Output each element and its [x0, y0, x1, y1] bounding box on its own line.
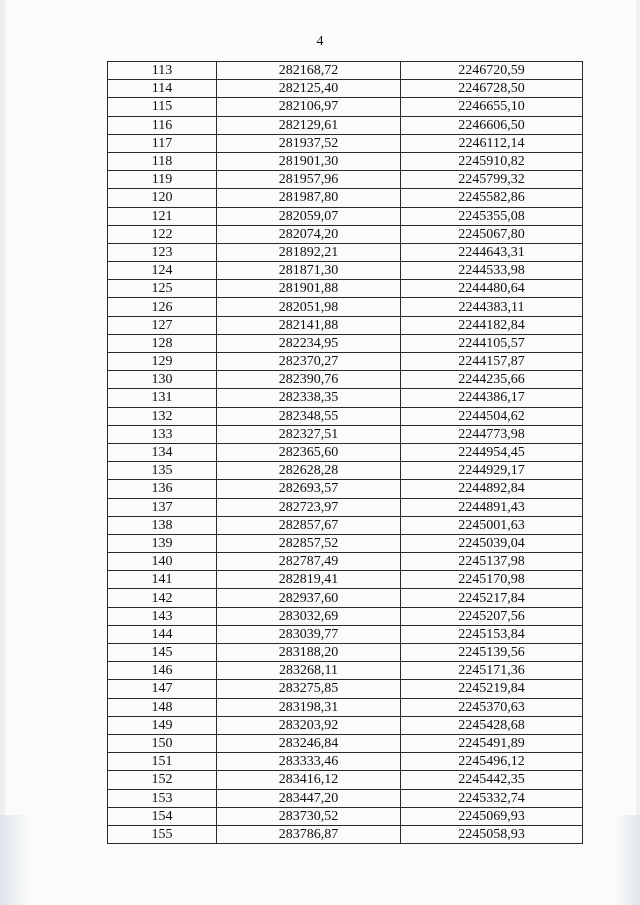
y-coordinate-cell: 2245139,56 [401, 644, 583, 662]
table-row [108, 389, 583, 407]
table-row [108, 553, 583, 571]
table-row [108, 789, 583, 807]
table-row [108, 571, 583, 589]
table-row [108, 662, 583, 680]
x-coordinate-cell: 283246,84 [217, 734, 401, 752]
y-coordinate-cell: 2244157,87 [401, 353, 583, 371]
table-row [108, 371, 583, 389]
x-coordinate-cell: 283275,85 [217, 680, 401, 698]
x-coordinate-cell: 282390,76 [217, 371, 401, 389]
table-row [108, 644, 583, 662]
y-coordinate-cell: 2245170,98 [401, 571, 583, 589]
point-number-cell: 117 [108, 134, 217, 152]
table-row [108, 207, 583, 225]
table-row [108, 589, 583, 607]
coordinates-table-body [108, 62, 583, 844]
point-number-cell: 127 [108, 316, 217, 334]
x-coordinate-cell: 282365,60 [217, 443, 401, 461]
scan-shadow-right [616, 815, 640, 905]
point-number-cell: 137 [108, 498, 217, 516]
x-coordinate-cell: 283032,69 [217, 607, 401, 625]
y-coordinate-cell: 2245370,63 [401, 698, 583, 716]
y-coordinate-cell: 2245171,36 [401, 662, 583, 680]
y-coordinate-cell: 2245910,82 [401, 152, 583, 170]
x-coordinate-cell: 283198,31 [217, 698, 401, 716]
table-row [108, 516, 583, 534]
x-coordinate-cell: 282370,27 [217, 353, 401, 371]
point-number-cell: 151 [108, 753, 217, 771]
table-row [108, 698, 583, 716]
point-number-cell: 149 [108, 716, 217, 734]
table-row [108, 771, 583, 789]
point-number-cell: 152 [108, 771, 217, 789]
x-coordinate-cell: 282628,28 [217, 462, 401, 480]
x-coordinate-cell: 282129,61 [217, 116, 401, 134]
x-coordinate-cell: 282168,72 [217, 62, 401, 80]
table-row [108, 498, 583, 516]
y-coordinate-cell: 2244105,57 [401, 334, 583, 352]
x-coordinate-cell: 283188,20 [217, 644, 401, 662]
table-row [108, 680, 583, 698]
table-row [108, 625, 583, 643]
scan-left-edge [0, 0, 5, 905]
y-coordinate-cell: 2245428,68 [401, 716, 583, 734]
point-number-cell: 121 [108, 207, 217, 225]
y-coordinate-cell: 2246606,50 [401, 116, 583, 134]
table-row [108, 152, 583, 170]
y-coordinate-cell: 2246720,59 [401, 62, 583, 80]
x-coordinate-cell: 282693,57 [217, 480, 401, 498]
y-coordinate-cell: 2245058,93 [401, 825, 583, 843]
y-coordinate-cell: 2244383,11 [401, 298, 583, 316]
point-number-cell: 150 [108, 734, 217, 752]
scan-right-edge [636, 0, 640, 905]
x-coordinate-cell: 282327,51 [217, 425, 401, 443]
table-row [108, 243, 583, 261]
y-coordinate-cell: 2244954,45 [401, 443, 583, 461]
table-row [108, 807, 583, 825]
x-coordinate-cell: 282787,49 [217, 553, 401, 571]
y-coordinate-cell: 2244182,84 [401, 316, 583, 334]
x-coordinate-cell: 281892,21 [217, 243, 401, 261]
y-coordinate-cell: 2245069,93 [401, 807, 583, 825]
point-number-cell: 130 [108, 371, 217, 389]
table-row [108, 225, 583, 243]
x-coordinate-cell: 282819,41 [217, 571, 401, 589]
point-number-cell: 126 [108, 298, 217, 316]
point-number-cell: 131 [108, 389, 217, 407]
table-row [108, 334, 583, 352]
x-coordinate-cell: 282937,60 [217, 589, 401, 607]
y-coordinate-cell: 2245219,84 [401, 680, 583, 698]
point-number-cell: 147 [108, 680, 217, 698]
table-row [108, 134, 583, 152]
point-number-cell: 114 [108, 80, 217, 98]
y-coordinate-cell: 2244891,43 [401, 498, 583, 516]
point-number-cell: 125 [108, 280, 217, 298]
table-row [108, 443, 583, 461]
point-number-cell: 155 [108, 825, 217, 843]
y-coordinate-cell: 2245217,84 [401, 589, 583, 607]
point-number-cell: 118 [108, 152, 217, 170]
y-coordinate-cell: 2244929,17 [401, 462, 583, 480]
y-coordinate-cell: 2244533,98 [401, 262, 583, 280]
y-coordinate-cell: 2245496,12 [401, 753, 583, 771]
point-number-cell: 128 [108, 334, 217, 352]
x-coordinate-cell: 282074,20 [217, 225, 401, 243]
x-coordinate-cell: 282106,97 [217, 98, 401, 116]
y-coordinate-cell: 2244773,98 [401, 425, 583, 443]
x-coordinate-cell: 283039,77 [217, 625, 401, 643]
x-coordinate-cell: 282857,52 [217, 534, 401, 552]
point-number-cell: 120 [108, 189, 217, 207]
x-coordinate-cell: 282723,97 [217, 498, 401, 516]
x-coordinate-cell: 283416,12 [217, 771, 401, 789]
point-number-cell: 146 [108, 662, 217, 680]
table-row [108, 189, 583, 207]
y-coordinate-cell: 2244643,31 [401, 243, 583, 261]
x-coordinate-cell: 282059,07 [217, 207, 401, 225]
y-coordinate-cell: 2245799,32 [401, 171, 583, 189]
y-coordinate-cell: 2244892,84 [401, 480, 583, 498]
point-number-cell: 143 [108, 607, 217, 625]
x-coordinate-cell: 282141,88 [217, 316, 401, 334]
x-coordinate-cell: 281901,88 [217, 280, 401, 298]
table-row [108, 716, 583, 734]
y-coordinate-cell: 2245442,35 [401, 771, 583, 789]
point-number-cell: 113 [108, 62, 217, 80]
table-row [108, 80, 583, 98]
point-number-cell: 153 [108, 789, 217, 807]
table-row [108, 98, 583, 116]
y-coordinate-cell: 2245207,56 [401, 607, 583, 625]
table-row [108, 262, 583, 280]
point-number-cell: 124 [108, 262, 217, 280]
point-number-cell: 133 [108, 425, 217, 443]
point-number-cell: 141 [108, 571, 217, 589]
scan-shadow-left [0, 815, 30, 905]
point-number-cell: 122 [108, 225, 217, 243]
point-number-cell: 123 [108, 243, 217, 261]
table-row [108, 171, 583, 189]
y-coordinate-cell: 2245153,84 [401, 625, 583, 643]
x-coordinate-cell: 281987,80 [217, 189, 401, 207]
point-number-cell: 116 [108, 116, 217, 134]
table-row [108, 607, 583, 625]
y-coordinate-cell: 2244386,17 [401, 389, 583, 407]
point-number-cell: 142 [108, 589, 217, 607]
table-row [108, 734, 583, 752]
y-coordinate-cell: 2245039,04 [401, 534, 583, 552]
point-number-cell: 135 [108, 462, 217, 480]
table-row [108, 116, 583, 134]
y-coordinate-cell: 2244504,62 [401, 407, 583, 425]
y-coordinate-cell: 2245355,08 [401, 207, 583, 225]
point-number-cell: 145 [108, 644, 217, 662]
point-number-cell: 132 [108, 407, 217, 425]
point-number-cell: 129 [108, 353, 217, 371]
table-row [108, 534, 583, 552]
table-row [108, 753, 583, 771]
table-row [108, 462, 583, 480]
x-coordinate-cell: 283203,92 [217, 716, 401, 734]
point-number-cell: 136 [108, 480, 217, 498]
x-coordinate-cell: 281957,96 [217, 171, 401, 189]
x-coordinate-cell: 281871,30 [217, 262, 401, 280]
y-coordinate-cell: 2245491,89 [401, 734, 583, 752]
table-row [108, 280, 583, 298]
point-number-cell: 144 [108, 625, 217, 643]
y-coordinate-cell: 2245582,86 [401, 189, 583, 207]
table-row [108, 480, 583, 498]
y-coordinate-cell: 2246655,10 [401, 98, 583, 116]
table-row [108, 62, 583, 80]
x-coordinate-cell: 282348,55 [217, 407, 401, 425]
table-row [108, 825, 583, 843]
table-row [108, 298, 583, 316]
x-coordinate-cell: 283333,46 [217, 753, 401, 771]
y-coordinate-cell: 2244480,64 [401, 280, 583, 298]
table-row [108, 353, 583, 371]
point-number-cell: 134 [108, 443, 217, 461]
point-number-cell: 140 [108, 553, 217, 571]
page-number: 4 [316, 34, 324, 49]
y-coordinate-cell: 2245001,63 [401, 516, 583, 534]
y-coordinate-cell: 2244235,66 [401, 371, 583, 389]
x-coordinate-cell: 281901,30 [217, 152, 401, 170]
x-coordinate-cell: 283447,20 [217, 789, 401, 807]
y-coordinate-cell: 2246728,50 [401, 80, 583, 98]
x-coordinate-cell: 282857,67 [217, 516, 401, 534]
coordinates-table [107, 61, 583, 844]
table-row [108, 316, 583, 334]
y-coordinate-cell: 2246112,14 [401, 134, 583, 152]
table-row [108, 425, 583, 443]
table-row [108, 407, 583, 425]
x-coordinate-cell: 282338,35 [217, 389, 401, 407]
point-number-cell: 115 [108, 98, 217, 116]
x-coordinate-cell: 283730,52 [217, 807, 401, 825]
y-coordinate-cell: 2245332,74 [401, 789, 583, 807]
point-number-cell: 119 [108, 171, 217, 189]
y-coordinate-cell: 2245067,80 [401, 225, 583, 243]
y-coordinate-cell: 2245137,98 [401, 553, 583, 571]
point-number-cell: 138 [108, 516, 217, 534]
point-number-cell: 139 [108, 534, 217, 552]
x-coordinate-cell: 283786,87 [217, 825, 401, 843]
x-coordinate-cell: 282234,95 [217, 334, 401, 352]
x-coordinate-cell: 282125,40 [217, 80, 401, 98]
point-number-cell: 148 [108, 698, 217, 716]
x-coordinate-cell: 282051,98 [217, 298, 401, 316]
x-coordinate-cell: 283268,11 [217, 662, 401, 680]
point-number-cell: 154 [108, 807, 217, 825]
x-coordinate-cell: 281937,52 [217, 134, 401, 152]
